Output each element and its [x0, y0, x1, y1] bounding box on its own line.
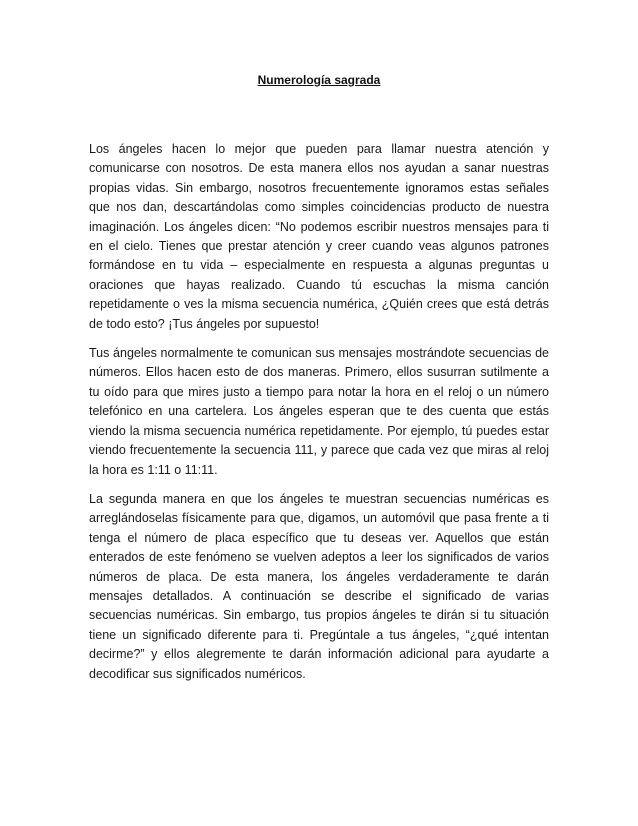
paragraph-3: La segunda manera en que los ángeles te muestran secuencias numéricas es arreglándoselas físicamente para que, digamos, un automóvil que pasa frente a ti tenga el número de placa específico que tu deseas ver. Aquellos que están enterados de este fenómeno se vuelven adeptos a leer los significados de varios números de placa. De esta manera, los ángeles verdaderamente te darán mensajes detallados. A continuación se describe el significado de varias secuencias numéricas. Sin embargo, tus propios ángeles te dirán si tu situación tiene un significado diferente para ti. Pregúntale a tus ángeles, “¿qué intentan decirme?” y ellos alegremente te darán información adicional para ayudarte a decodificar sus significados numéricos. — [89, 491, 549, 681]
paragraph-1: Los ángeles hacen lo mejor que pueden para llamar nuestra atención y comunicarse con nosotros. De esta manera ellos nos ayudan a sanar nuestras propias vidas. Sin embargo, nosotros frecuentemente ignoramos estas señales que nos dan, descartándolas como simples coincidencias producto de nuestra imaginación. Los ángeles dicen: “No podemos escribir nuestros mensajes para ti en el cielo. Tienes que prestar atención y creer cuando veas algunos patrones formándose en tu vida – especialmente en respuesta a algunas preguntas u oraciones que hayas realizado. Cuando tú escuchas la misma canción repetidamente o ves la misma secuencia numérica, ¿Quién crees que está detrás de todo esto? ¡Tus ángeles por supuesto! — [89, 142, 549, 331]
document-title: Numerología sagrada — [257, 73, 381, 87]
document-body — [89, 140, 549, 694]
paragraph-2: Tus ángeles normalmente te comunican sus mensajes mostrándote secuencias de números. Ellos hacen esto de dos maneras. Primero, ellos susurran sutilmente a tu oído para que mires justo a tiempo para notar la hora en el reloj o un número telefónico en una cartelera. Los ángeles esperan que te des cuenta que estás viendo la misma secuencia numérica repetidamente. Por ejemplo, tú puedes estar viendo frecuentemente la secuencia 111, y parece que cada vez que miras al reloj la hora es 1:11 o 11:11. — [89, 346, 549, 477]
